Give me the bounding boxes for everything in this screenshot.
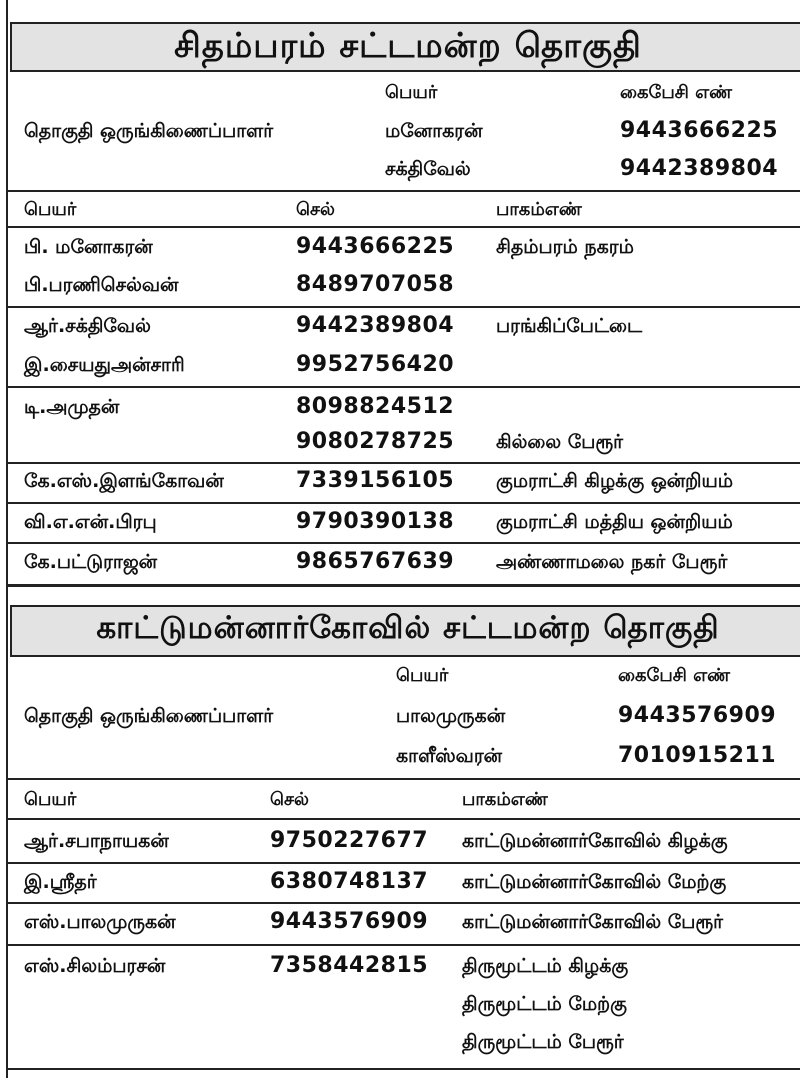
s1-row-cell: 9442389804 — [296, 313, 455, 338]
s2-row-area: காட்டுமன்னார்கோவில் கிழக்கு — [462, 830, 728, 852]
s2-coord-label: தொகுதி ஒருங்கிணைப்பாளர் — [24, 705, 274, 727]
s2-row-cell: 7358442815 — [270, 953, 429, 978]
s2-row-cell: 9443576909 — [270, 909, 429, 934]
divider — [6, 386, 800, 388]
s1-header-cell: செல் — [296, 199, 335, 220]
s2-row-area: திருமூட்டம் மேற்கு — [462, 993, 627, 1015]
s2-row-area: காட்டுமன்னார்கோவில் மேற்கு — [462, 871, 727, 893]
s1-header-area: பாகம்எண் — [496, 199, 582, 220]
divider — [6, 502, 800, 504]
divider — [6, 462, 800, 464]
section2-title-box — [10, 605, 800, 657]
s2-row-area: காட்டுமன்னார்கோவில் பேரூர் — [462, 911, 724, 933]
s1-coord-mobile: 9442389804 — [620, 156, 779, 181]
divider — [6, 542, 800, 544]
s1-row-cell: 9790390138 — [296, 509, 455, 534]
s1-row-area: கில்லை பேரூர் — [496, 431, 624, 453]
s1-row-cell: 9443666225 — [296, 234, 455, 259]
s1-header-name: பெயர் — [24, 199, 77, 220]
divider — [6, 778, 800, 780]
s1-coord-name: சக்திவேல் — [385, 158, 471, 180]
s2-row-cell: 9750227677 — [270, 828, 429, 853]
s2-row-name: எஸ்.சிலம்பரசன் — [24, 955, 166, 977]
s1-row-name: ஆர்.சக்திவேல் — [24, 315, 151, 337]
section1-title-box — [10, 22, 800, 72]
s1-row-name: பி.பரணிசெல்வன் — [24, 274, 179, 296]
page-left-border — [6, 0, 8, 1078]
s2-coord-mobile: 9443576909 — [618, 703, 777, 728]
s2-header-area: பாகம்எண் — [462, 789, 548, 810]
s2-coord-header-name: பெயர் — [396, 665, 449, 686]
divider — [6, 902, 800, 904]
s2-row-name: இ.ஸ்ரீதர் — [24, 871, 97, 893]
s1-row-name: டி.அமுதன் — [24, 396, 120, 418]
s1-coord-header-mobile: கைபேசி எண் — [620, 82, 733, 103]
s1-coord-name: மனோகரன் — [385, 120, 483, 142]
s2-coord-header-mobile: கைபேசி எண் — [618, 665, 731, 686]
s1-row-cell: 9865767639 — [296, 549, 455, 574]
section2-title: காட்டுமன்னார்கோவில் சட்டமன்ற தொகுதி — [96, 610, 720, 646]
s1-row-name: இ.சையதுஅன்சாரி — [24, 354, 185, 376]
s2-row-cell: 6380748137 — [270, 869, 429, 894]
s1-coord-label: தொகுதி ஒருங்கிணைப்பாளர் — [24, 120, 274, 142]
s2-header-cell: செல் — [270, 789, 309, 810]
s2-coord-name: காளீஸ்வரன் — [396, 745, 503, 767]
s1-row-name: கே.பட்டுராஜன் — [24, 551, 158, 573]
s2-row-area: திருமூட்டம் கிழக்கு — [462, 955, 629, 977]
divider — [6, 1068, 800, 1070]
s1-row-cell: 9952756420 — [296, 352, 455, 377]
divider — [6, 944, 800, 946]
s1-row-area: குமராட்சி கிழக்கு ஒன்றியம் — [496, 470, 734, 492]
s2-row-name: எஸ்.பாலமுருகன் — [24, 911, 176, 933]
section1-title: சிதம்பரம் சட்டமன்ற தொகுதி — [174, 26, 642, 66]
s1-row-cell: 7339156105 — [296, 468, 455, 493]
s2-coord-mobile: 7010915211 — [618, 743, 777, 768]
divider — [6, 306, 800, 308]
s1-row-area: பரங்கிப்பேட்டை — [496, 315, 643, 337]
s1-row-area: அண்ணாமலை நகர் பேரூர் — [496, 551, 728, 573]
s2-header-name: பெயர் — [24, 789, 77, 810]
divider — [6, 818, 800, 820]
s1-row-name: பி. மனோகரன் — [24, 236, 153, 258]
s1-row-cell: 9080278725 — [296, 429, 455, 454]
divider — [6, 226, 800, 228]
divider — [6, 862, 800, 864]
s1-coord-header-name: பெயர் — [385, 82, 438, 103]
s2-row-name: ஆர்.சபாநாயகன் — [24, 830, 169, 852]
s1-coord-mobile: 9443666225 — [620, 118, 779, 143]
s1-row-area: குமராட்சி மத்திய ஒன்றியம் — [496, 511, 733, 533]
s1-row-cell: 8098824512 — [296, 394, 455, 419]
s2-coord-name: பாலமுருகன் — [396, 705, 506, 727]
divider — [6, 190, 800, 192]
s1-row-name: வி.எ.என்.பிரபு — [24, 511, 157, 533]
divider — [6, 584, 800, 587]
s1-row-area: சிதம்பரம் நகரம் — [496, 236, 634, 258]
s2-row-area: திருமூட்டம் பேரூர் — [462, 1031, 624, 1053]
s1-row-cell: 8489707058 — [296, 272, 455, 297]
s1-row-name: கே.எஸ்.இளங்கோவன் — [24, 470, 224, 492]
